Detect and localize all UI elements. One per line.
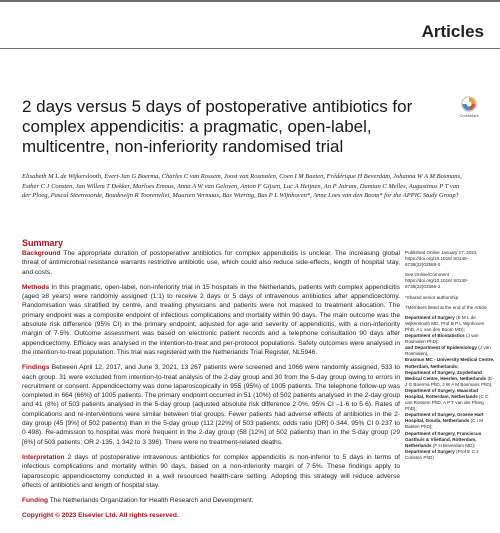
header-rule: [0, 48, 500, 49]
affiliation-name: Department of Surgery, Maasstad Hospital, Rotterdam, Netherlands: [405, 387, 478, 399]
summary-body: [22, 249, 400, 527]
author-list: Elisabeth M L de Wijkerslooth, Evert-Jan G Boerma, Charles C van Rossem, Joost van Rosmalen, Coen I M Baeten, Frédérique H Beverdam, Johanna W A M Bosmans, Esther C J Consten, Jan Willem T Dekker, Marloes Emous, Anna A W van Geloven, Anton F Gijsen, Luc A Heijnen, An P Jairam, Damian C Melles, Augustinus P T van der Ploeg, Pascal Steenvoorde, Boudewijn R Toorenvliet, Maarten Vermaas, Bas Wiering, Bas P L Wijnhoven*, Anne Loes van den Boom* for the APPIC Study Group†: [22, 173, 462, 199]
crossmark-label: CrossMark: [459, 113, 479, 118]
affiliation-item: [405, 412, 495, 430]
affiliation-item: [405, 333, 495, 345]
summary-methods: [22, 283, 400, 357]
summary-findings: [22, 363, 400, 447]
affiliation-detail: (F H Beverdam MD);: [432, 442, 476, 448]
sidebar-notes: [405, 250, 495, 533]
section-label-interpretation: Interpretation: [22, 453, 65, 461]
section-text-funding: The Netherlands Organization for Health Research and Development.: [48, 497, 254, 505]
comment-note[interactable]: See Online/Comment https://doi.org/10.1016/ S0140-6736(22)02566-2: [405, 272, 469, 290]
summary-interpretation: [22, 453, 400, 490]
affiliation-name: and Department of Epidemiology: [405, 345, 477, 351]
affiliation-detail: (C C van Rossem PhD, A P T van der Ploeg PhD);: [405, 393, 489, 412]
section-label: Articles: [421, 22, 484, 41]
section-text-background: The appropriate duration of postoperative antibiotics for complex appendicitis is unclear. The increasing global threat of antimicrobial resistance warrants restrictive antibiotic use, which could also reduce side-effects, length of hospital stay, and costs.: [22, 250, 400, 276]
affiliation-detail: (E M L de Wijkerslooth MD, Prof B P L Wijnhoven PhD, A L van den Boom MD);: [405, 314, 485, 332]
affiliation-item: [405, 357, 495, 369]
affiliation-detail: (J van Rosmalen PhD);: [405, 333, 479, 345]
affiliation-item: [405, 370, 495, 388]
affiliation-detail: (C I M Baeten PhD);: [405, 418, 484, 430]
affiliation-item: [405, 315, 495, 333]
section-text-findings: Between April 12, 2017, and June 3, 2021, 13 267 patients were screened and 1066 were randomly assigned, 533 to each group. 31 were excluded from intention-to-treat analysis of the 2-day group and 30 from the 5-day group owing to errors in recruitment or consent. Appendicectomy was done laparoscopically in 955 (95%) of 1005 patients. The telephone follow-up was completed in 664 (66%) of 1005 patients. The primary endpoint occurred in 51 (10%) of 502 patients analysed in the 2-day group and 41 (8%) of 503 patients analysed in the 5-day group (adjusted absolute risk difference 2·0%, 95% CI –1·6 to 5·6). Rates of complications and re-interventions were similar between trial groups. Fewer patients had adverse effects of antibiotics in the 2-day group (45 [9%] of 502 patients) than in the 5-day group (112 [22%] of 503 patients; odds ratio [OR] 0·344, 95% CI 0·237 to 0·498). Re-admission to hospital was more frequent in the 2-day group (58 [12%] of 502 patients) than in the 5-day group (29 [6%] of 503 patients; OR 2·135, 1·342 to 3·396). There were no treatment-related deaths.: [22, 364, 400, 446]
affiliation-name: Department of Surgery: [405, 448, 455, 454]
affiliation-item: [405, 388, 495, 412]
affiliation-name: Department of Surgery, Groene Hart Hospital, Gouda, Netherlands: [405, 412, 484, 424]
affiliation-detail: (Prof E C J Consten PhD): [405, 448, 479, 460]
summary-heading: Summary: [22, 238, 64, 248]
summary-funding: [22, 496, 400, 505]
top-rule: [0, 0, 500, 2]
affiliation-detail: (J van Rosmalen),: [405, 345, 491, 357]
section-label-findings: Findings: [22, 364, 50, 372]
affiliation-list: [405, 315, 495, 461]
affiliation-item: [405, 431, 495, 449]
affiliation-name: Department of Biostatistics: [405, 333, 465, 339]
members-note: †Members listed at the end of the Article: [405, 304, 487, 310]
crossmark-badge[interactable]: [456, 96, 482, 118]
published-note[interactable]: Published Online January 17, 2023 https://doi.org/10.1016/ S0140-6736(22)02588-0: [405, 250, 477, 268]
crossmark-icon: [461, 96, 477, 112]
copyright-line: [22, 511, 400, 520]
affiliation-item: [405, 345, 495, 357]
shared-authorship-note: *Shared senior authorship: [405, 294, 459, 300]
affiliation-name: Department of Surgery, Zuyderland Medical Centre, Heerlen, Netherlands: [405, 369, 487, 381]
affiliation-name: Department of Surgery, Franciscus Gasthuis & Vlietland, Rotterdam, Netherlands: [405, 430, 482, 448]
article-title: 2 days versus 5 days of postoperative antibiotics for complex appendicitis: a pragmatic, open-label, multicentre, non-inferiority randomised trial: [22, 97, 413, 156]
section-label-funding: Funding: [22, 497, 48, 505]
copyright-text: Copyright © 2023 Elsevier Ltd. All rights reserved.: [22, 512, 179, 520]
summary-background: [22, 249, 400, 277]
section-label-methods: Methods: [22, 283, 50, 291]
section-label-background: Background: [22, 250, 61, 257]
affiliation-name: Department of Surgery: [405, 314, 455, 320]
affiliation-item: [405, 449, 495, 461]
section-text-methods: In this pragmatic, open-label, non-inferiority trial in 15 hospitals in the Netherlands, patients with complex appendicitis (aged ≥8 years) were randomly assigned (1:1) to receive 2 days or 5 days of intravenous antibiotics after appendicectomy. Randomisation was stratified by centre, and treating physicians and patients were not masked to treatment allocation. The primary endpoint was a composite endpoint of infectious complications and mortality within 90 days. The main outcome was the absolute risk difference (95% CI) in the primary endpoint, adjusted for age and severity of appendicitis, with a non-inferiority margin of 7·5%. Outcome assessment was based on electronic patient records and a telephone consultation 90 days after appendicectomy. Efficacy was analysed in the intention-to-treat and per-protocol populations. Safety outcomes were analysed in the intention-to-treat population. This trial was registered with the Netherlands Trial Register, NL5946.: [22, 283, 400, 356]
section-text-interpretation: 2 days of postoperative intravenous antibiotics for complex appendicitis is non-inferior to 5 days in terms of infectious complications and mortality within 90 days, based on a non-inferiority margin of 7·5%. These findings apply to laparoscopic appendicectomy conducted in a well resourced health-care setting. Adopting this strategy will reduce adverse effects of antibiotics and length of hospital stay.: [22, 453, 400, 489]
affiliation-name: Erasmus MC - University Medical Centre, Rotterdam, Netherlands;: [405, 357, 495, 369]
affiliation-detail: (E-J G Boerma PhD, J W A M Bosmans PhD);: [405, 375, 494, 387]
